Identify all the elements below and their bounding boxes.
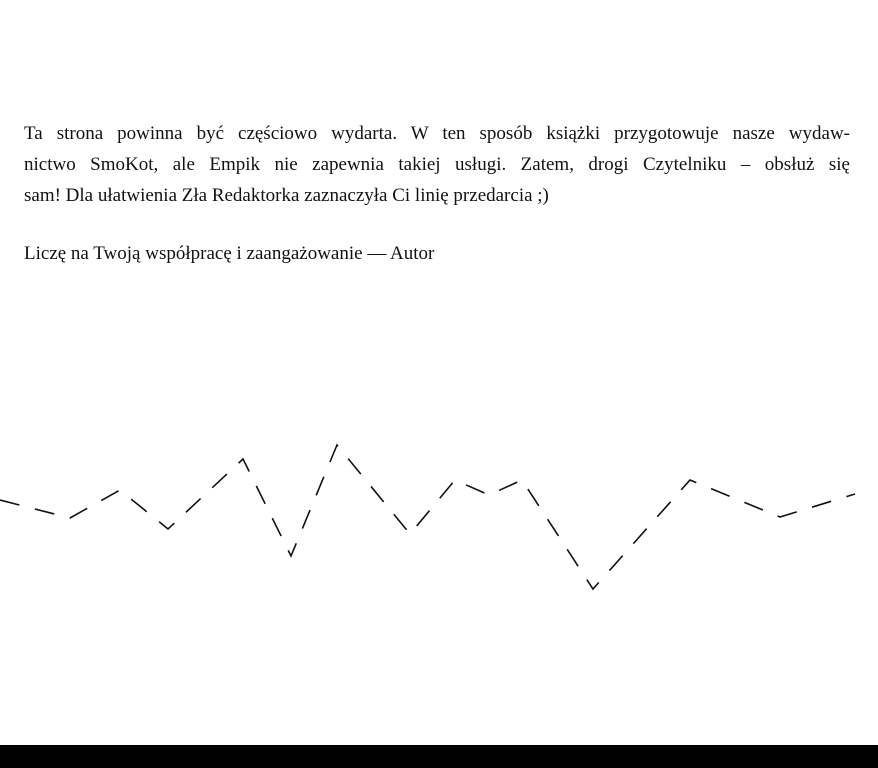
bottom-bar (0, 745, 878, 768)
tear-line-dashes (0, 445, 855, 589)
paragraph-line-1: Ta strona powinna być częściowo wydarta. W ten sposób książki przygotowuje nasze wydaw- (24, 123, 850, 144)
notice-paragraph (24, 118, 850, 211)
page-text (24, 118, 850, 269)
paragraph-line-2: nictwo SmoKot, ale Empik nie zapewnia takiej usługi. Zatem, drogi Czytelniku – obsłuż się (24, 154, 850, 175)
author-signature: Liczę na Twoją współpracę i zaangażowanie — Autor (24, 243, 435, 264)
paragraph-line-3: sam! Dla ułatwienia Zła Redaktorka zaznaczyła Ci linię przedarcia ;) (24, 185, 549, 206)
